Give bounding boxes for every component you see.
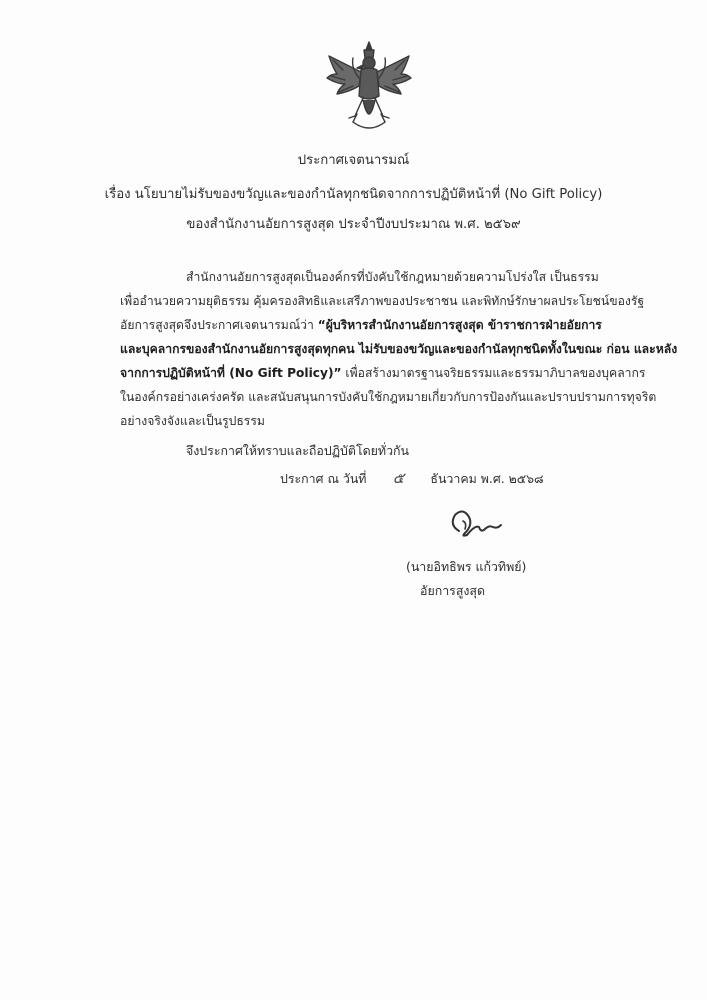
document-title: ประกาศเจตนารมณ์ — [297, 153, 410, 168]
signatory-name: (นายอิทธิพร แก้วทิพย์) — [406, 559, 527, 574]
date-day: ๕ — [392, 469, 405, 487]
body-line-7: อย่างจริงจังและเป็นรูปธรรม — [120, 414, 265, 428]
body-line-5-normal: เพื่อสร้างมาตรฐานจริยธรรมและธรรมาภิบาลของบุคลากร — [341, 366, 646, 380]
body-line-3-bold: “ผู้บริหารสำนักงานอัยการสูงสุด ข้าราชการฝ่ายอัยการ — [317, 318, 602, 332]
garuda-emblem-icon — [323, 38, 415, 138]
date-line — [280, 467, 544, 490]
signature-icon — [445, 507, 505, 541]
announcement-line: จึงประกาศให้ทราบและถือปฏิบัติโดยทั่วกัน — [186, 443, 410, 458]
signatory-position: อัยการสูงสุด — [420, 583, 486, 598]
body-line-1: สำนักงานอัยการสูงสุดเป็นองค์กรที่บังคับใช้กฎหมายด้วยความโปร่งใส เป็นธรรม — [186, 270, 599, 284]
body-line-3-normal: อัยการสูงสุดจึงประกาศเจตนารมณ์ว่า — [120, 318, 318, 332]
body-line-5-bold: จากการปฏิบัติหน้าที่ (No Gift Policy)” — [120, 366, 342, 380]
body-line-2: เพื่ออำนวยความยุติธรรม คุ้มครองสิทธิและเสรีภาพของประชาชน และพิทักษ์รักษาผลประโยชน์ของรัฐ — [120, 294, 645, 308]
date-prefix: ประกาศ ณ วันที่ — [280, 471, 367, 486]
date-suffix: ธันวาคม พ.ศ. ๒๕๖๘ — [430, 471, 544, 486]
body-line-5 — [120, 362, 645, 384]
document-subject: เรื่อง นโยบายไม่รับของขวัญและของกำนัลทุกชนิดจากการปฏิบัติหน้าที่ (No Gift Policy) — [104, 187, 603, 202]
body-line-3 — [120, 314, 602, 336]
body-line-6: ในองค์กรอย่างเคร่งครัด และสนับสนุนการบังคับใช้กฎหมายเกี่ยวกับการป้องกันและปราบปรามการทุจริต — [120, 390, 657, 404]
document-subject-org: ของสำนักงานอัยการสูงสุด ประจำปีงบประมาณ พ.ศ. ๒๕๖๙ — [186, 217, 521, 232]
body-line-4: และบุคลากรของสำนักงานอัยการสูงสุดทุกคน ไม่รับของขวัญและของกำนัลทุกชนิดทั้งในขณะ ก่อน และหลัง — [120, 342, 678, 356]
